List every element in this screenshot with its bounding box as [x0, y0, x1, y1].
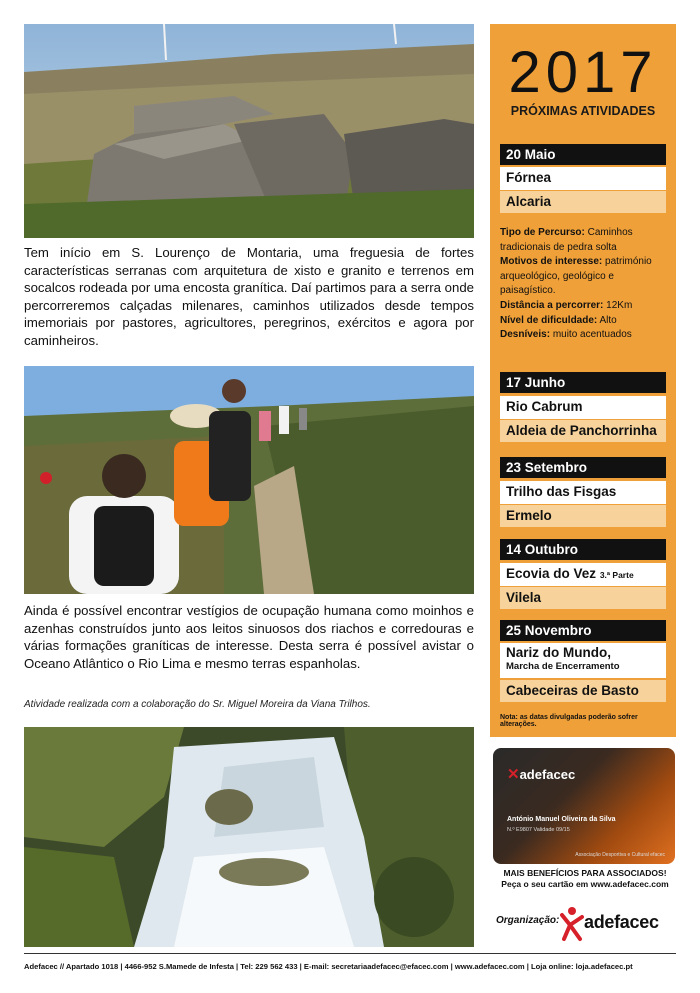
event-5-date: 25 Novembro — [500, 620, 666, 641]
card-holder: António Manuel Oliveira da Silva — [507, 816, 616, 823]
distancia-label: Distância a percorrer: — [500, 299, 604, 311]
event-5-place: Cabeceiras de Basto — [500, 680, 666, 702]
desniveis-value: muito acentuados — [552, 329, 632, 341]
event-3-date: 23 Setembro — [500, 457, 666, 478]
tipo-label: Tipo de Percurso: — [500, 227, 585, 238]
motivos-value: património arqueológico, geológico e paisagístico. — [500, 256, 652, 297]
second-paragraph: Ainda é possível encontrar vestígios de ocupação humana como moinhos e azenhas construídos junto aos leitos sinuosos dos riachos e corredouras e várias formações graníticas de interesse. Desta serra é possível avistar o Oceano Atlântico o Rio Lima e mesmo terras espanholas. — [24, 603, 474, 671]
event-2-name: Rio Cabrum — [500, 396, 666, 419]
event-4-date: 14 Outubro — [500, 539, 666, 560]
card-brand — [507, 765, 575, 783]
sidebar-subtitle: PRÓXIMAS ATIVIDADES — [510, 104, 656, 118]
benefits-text — [490, 868, 680, 890]
desniveis-label: Desníveis: — [500, 329, 551, 341]
benefits-line-1: MAIS BENEFÍCIOS PARA ASSOCIADOS! — [503, 868, 667, 878]
card-footnote: Associação Desportiva e Cultural efacec — [575, 852, 665, 858]
event-4-name-row — [500, 563, 666, 586]
waterfall-photo — [24, 727, 474, 947]
card-number: N.º E9807 Validade 09/15 — [507, 827, 570, 833]
event-3-name: Trilho das Fisgas — [500, 481, 666, 504]
intro-paragraph: Tem início em S. Lourenço de Montaria, uma freguesia de fortes características serranas com arquitetura de xisto e granito e terrenos em socalcos rodeada por uma encosta granítica. Daí partimos para a serra onde percorreremos calçadas milenares, caminhos utilizados desde tempos imemoriais por pastores, agricultores, peregrinos, exércitos e agora por caminheiros. — [24, 245, 474, 348]
event-2-place: Aldeia de Panchorrinha — [500, 420, 666, 442]
event-4-name: Ecovia do Vez — [506, 566, 597, 581]
card-logo-icon: ✕ — [507, 766, 520, 783]
event-5-name: Nariz do Mundo, — [506, 645, 611, 660]
event-2-date: 17 Junho — [500, 372, 666, 393]
organization-label: Organização: — [496, 915, 560, 926]
event-1-name: Fórnea — [500, 167, 666, 190]
member-card — [493, 748, 675, 864]
nivel-label: Nível de dificuldade: — [500, 314, 598, 326]
hikers-photo — [24, 366, 474, 594]
event-4-name-suffix: 3.ª Parte — [599, 570, 634, 580]
event-1-details — [500, 226, 670, 343]
event-1-place: Alcaria — [500, 191, 666, 213]
card-brand-text: adefacec — [519, 767, 576, 782]
event-5-name-sub: Marcha de Encerramento — [506, 661, 620, 672]
tipo-value: Caminhos tradicionais de pedra solta — [500, 227, 633, 253]
footer-contacts: Adefacec // Apartado 1018 | 4466-952 S.Mamede de Infesta | Tel: 229 562 433 | E-mail: secretariaadefacec@efacec.com | www.adefacec.com | Loja online: loja.adefacec.pt — [24, 962, 633, 971]
year-title: 2017 — [508, 40, 658, 105]
event-1-date: 20 Maio — [500, 144, 666, 165]
benefits-line-2: Peça o seu cartão em www.adefacec.com — [501, 879, 669, 889]
event-3-place: Ermelo — [500, 505, 666, 527]
footer-divider — [24, 953, 676, 954]
organization-name: adefacec — [584, 912, 659, 932]
distancia-value: 12Km — [606, 299, 633, 311]
granite-rocks-photo — [24, 24, 474, 238]
credit-line: Atividade realizada com a colaboração do Sr. Miguel Moreira da Viana Trilhos. — [24, 699, 371, 710]
event-5-name-row — [500, 643, 666, 678]
event-4-place: Vilela — [500, 587, 666, 609]
activities-sidebar — [490, 24, 676, 737]
nivel-value: Alto — [599, 314, 617, 326]
dates-note: Nota: as datas divulgadas poderão sofrer alterações. — [500, 714, 638, 728]
motivos-label: Motivos de interesse: — [500, 256, 603, 268]
